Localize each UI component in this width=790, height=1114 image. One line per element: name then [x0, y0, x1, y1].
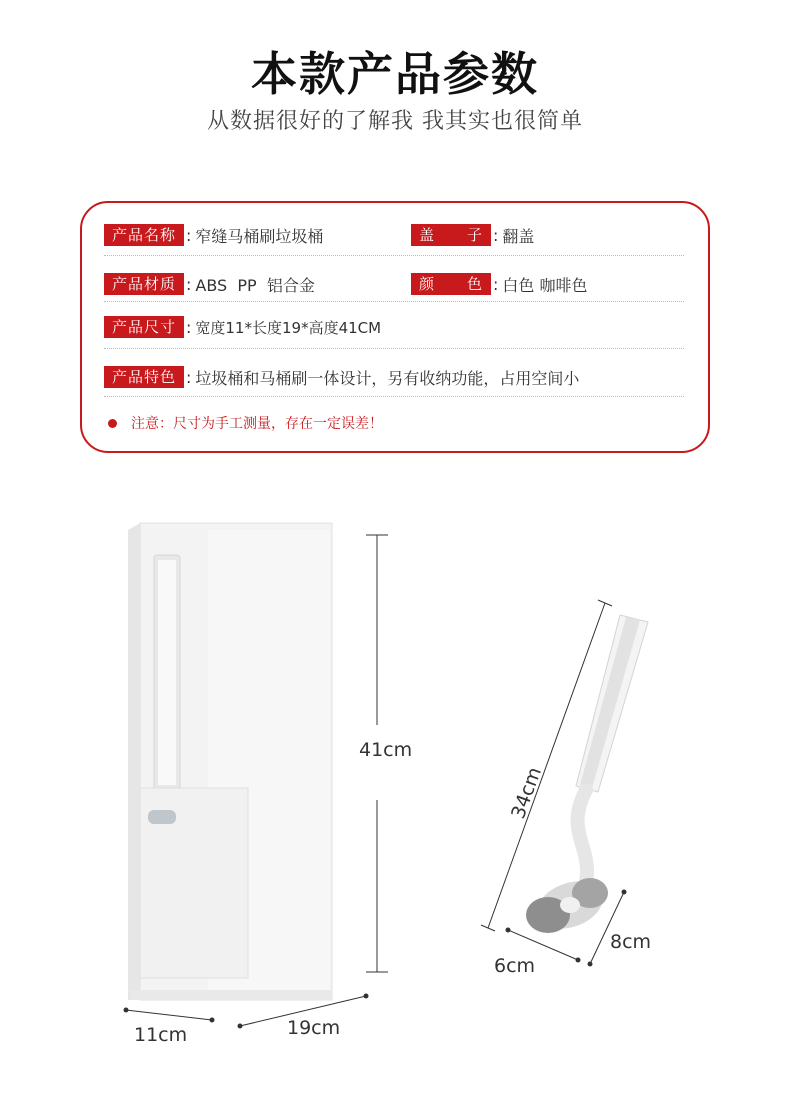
brush-handle-inset — [580, 617, 640, 788]
dimension-tick — [588, 962, 593, 967]
spec-value-color: 白色 咖啡色 — [502, 275, 588, 295]
spec-value-material: ABS PP 铝合金 — [195, 275, 315, 295]
notice-text: 注意：尺寸为手工测量，存在一定误差！ — [131, 416, 383, 432]
dimension-tick — [506, 928, 511, 933]
height-dimension-label: 41cm — [359, 739, 413, 761]
spec-label-material: 产品材质 — [104, 273, 184, 295]
spec-row-name: 产品名称 : 窄缝马桶刷垃圾桶 — [104, 223, 323, 247]
spec-label-color: 颜 色 — [411, 273, 491, 295]
dimension-tick — [576, 958, 581, 963]
dimension-tick — [364, 994, 369, 999]
drawer-handle-icon — [148, 810, 176, 824]
spec-label-name: 产品名称 — [104, 224, 184, 246]
dimension-tick — [238, 1024, 243, 1029]
brush-handle-stored — [158, 560, 176, 785]
bin-base — [130, 990, 332, 1000]
spec-label-lid: 盖 子 — [411, 224, 491, 246]
dimension-tick — [124, 1008, 129, 1013]
spec-value-name: 窄缝马桶刷垃圾桶 — [195, 226, 324, 246]
spec-label-feature: 产品特色 — [104, 366, 184, 388]
bin-side — [128, 523, 140, 1000]
dimension-tick — [622, 890, 627, 895]
dimension-tick — [210, 1018, 215, 1023]
dimension-tick — [598, 600, 612, 606]
dimension-tick — [481, 925, 495, 931]
spec-row-feature: 产品特色 : 垃圾桶和马桶刷一体设计，另有收纳功能，占用空间小 — [104, 365, 579, 389]
page-subtitle: 从数据很好的了解我 我其实也很简单 — [207, 109, 583, 134]
brush-head-length-label: 8cm — [610, 931, 652, 953]
brush-head-width-label: 6cm — [494, 955, 536, 977]
dimension-line — [126, 1010, 212, 1020]
spec-label-size: 产品尺寸 — [104, 316, 184, 338]
spec-value-feature: 垃圾桶和马桶刷一体设计，另有收纳功能，占用空间小 — [195, 368, 580, 388]
brush-length-label: 34cm — [507, 764, 546, 822]
spec-value-lid: 翻盖 — [502, 226, 535, 246]
depth-dimension-label: 19cm — [287, 1017, 341, 1039]
spec-value-size: 宽度11*长度19*高度41CM — [195, 318, 382, 337]
spec-row-lid: 盖 子 : 翻盖 — [411, 223, 534, 247]
brush-head — [526, 873, 609, 938]
width-dimension-label: 11cm — [134, 1024, 188, 1046]
page-title: 本款产品参数 — [251, 47, 539, 101]
spec-row-size: 产品尺寸 : 宽度11*长度19*高度41CM — [104, 315, 381, 339]
spec-row-material: 产品材质 : ABS PP 铝合金 — [104, 272, 315, 296]
spec-row-color: 颜 色 : 白色 咖啡色 — [411, 272, 587, 296]
